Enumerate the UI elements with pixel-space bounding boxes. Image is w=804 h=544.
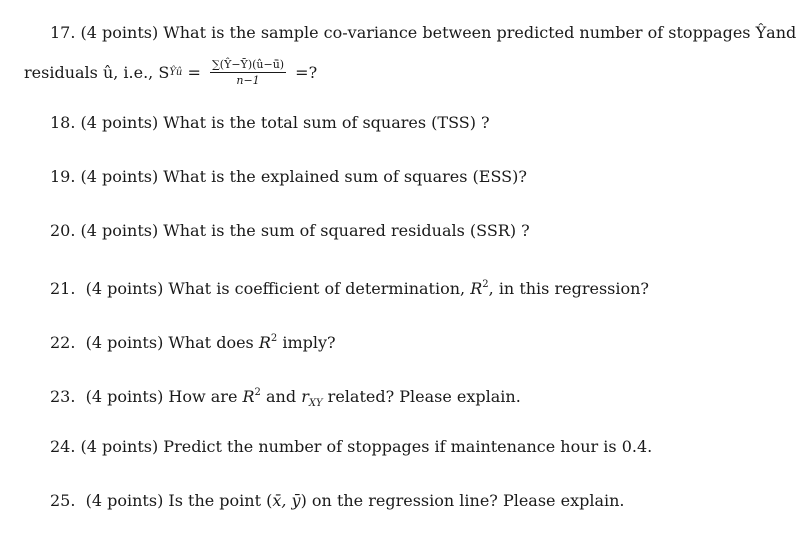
question-19: 19. (4 points) What is the explained sum of squares (ESS)? xyxy=(50,167,527,186)
question-25-point: x̄, ȳ xyxy=(272,491,301,510)
question-23-sup: 2 xyxy=(254,387,261,398)
question-22 xyxy=(50,329,336,353)
covariance-fraction xyxy=(210,58,286,87)
question-25-suffix: ) on the regression line? Please explain. xyxy=(300,491,625,510)
question-21-var: R xyxy=(470,279,483,298)
question-23-sub2: XY xyxy=(308,398,323,409)
question-17-text-end: and xyxy=(766,23,797,42)
question-17-prefix: residuals û, i.e., S xyxy=(24,62,170,82)
question-23-mid: and xyxy=(260,387,302,406)
question-18: 18. (4 points) What is the total sum of squares (TSS) ? xyxy=(50,113,490,132)
question-20: 20. (4 points) What is the sum of squared residuals (SSR) ? xyxy=(50,221,530,240)
fraction-denominator: n−1 xyxy=(236,74,260,87)
question-17-line-1 xyxy=(50,23,797,43)
question-24: 24. (4 points) Predict the number of stoppages if maintenance hour is 0.4. xyxy=(50,437,653,456)
question-22-prefix: 22. (4 points) What does xyxy=(50,333,259,352)
question-22-var: R xyxy=(258,333,271,352)
question-23-suffix: related? Please explain. xyxy=(322,387,521,406)
question-22-sup: 2 xyxy=(270,333,278,344)
question-21-prefix: 21. (4 points) What is coefficient of determination, xyxy=(50,279,471,298)
question-23-var: R xyxy=(242,387,255,406)
question-17-subscript: Ŷû xyxy=(169,66,183,78)
question-22-suffix: imply? xyxy=(277,333,336,352)
question-23-var2: r xyxy=(301,387,309,406)
question-17-equals: = xyxy=(182,62,206,82)
question-21-sup: 2 xyxy=(482,279,489,290)
question-23 xyxy=(50,383,521,414)
question-21 xyxy=(50,275,649,299)
question-21-suffix: , in this regression? xyxy=(488,279,649,298)
question-25 xyxy=(50,491,625,511)
fraction-numerator: ∑(Ŷ−Ȳ)(û−ū̄) xyxy=(211,58,285,71)
question-25-prefix: 25. (4 points) Is the point ( xyxy=(50,491,273,510)
question-17-line-2 xyxy=(24,58,317,87)
question-17-text: 17. (4 points) What is the sample co-variance between predicted number of stoppages Ŷ xyxy=(50,23,767,42)
question-17-suffix: =? xyxy=(290,62,318,82)
question-23-prefix: 23. (4 points) How are xyxy=(50,387,243,406)
